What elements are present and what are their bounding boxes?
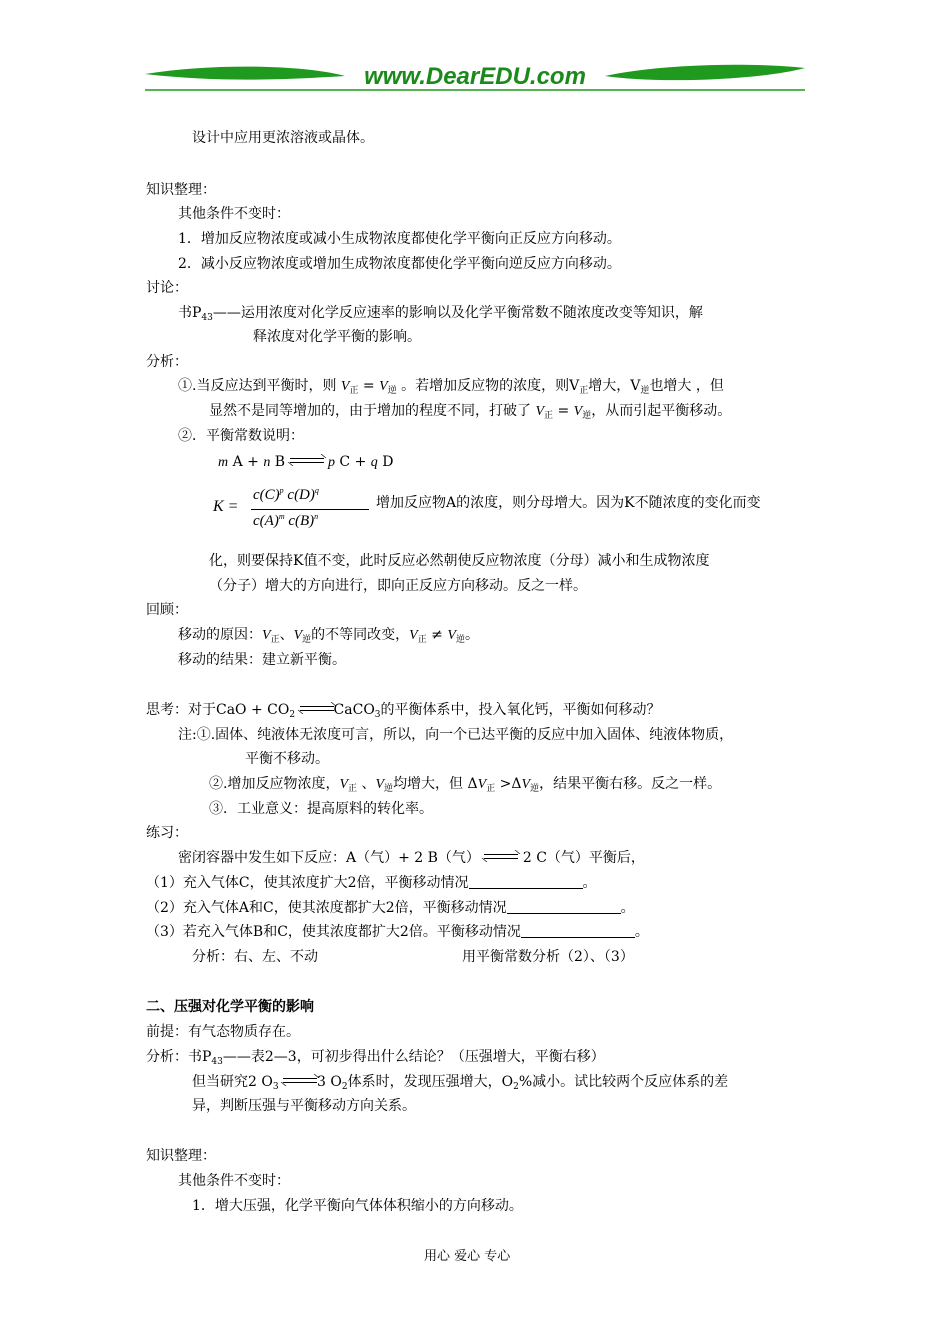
subscript: 2 — [513, 1082, 519, 1092]
subscript: 正 — [348, 784, 358, 794]
text-span: 分析：书P — [146, 1049, 212, 1065]
k-label: K = — [213, 498, 239, 515]
text-span: 书P — [178, 305, 202, 321]
text-span: 也增大 ，但 — [649, 378, 724, 394]
text-line: 1．增大压强，化学平衡向气体体积缩小的方向移动。 — [192, 1198, 523, 1214]
text-span: （2）充入气体A和C，使其浓度都扩大2倍，平衡移动情况 — [146, 900, 507, 916]
text-line: （分子）增大的方向进行，即向正反应方向移动。反之一样。 — [209, 578, 587, 594]
v-symbol: V — [477, 777, 487, 792]
subscript: 2 — [289, 710, 296, 720]
text-span: c(D) — [283, 487, 315, 503]
text-span: C + — [334, 454, 371, 470]
answer-blank[interactable] — [469, 874, 583, 889]
subscript: 3 — [374, 710, 381, 720]
text-span: 。 — [464, 627, 479, 643]
text-line — [209, 402, 731, 425]
subscript: 逆 — [455, 635, 465, 645]
left-swoosh — [145, 67, 345, 80]
text-line — [209, 775, 721, 798]
v-symbol: V — [535, 404, 545, 419]
text-span: 体系时，发现压强增大，O — [347, 1074, 514, 1090]
exponent: m — [278, 512, 285, 521]
subscript: 43 — [211, 1057, 223, 1067]
header-logo — [140, 60, 810, 96]
text-span: 。若增加反应物的浓度，则V — [401, 378, 580, 394]
subscript: 逆 — [582, 411, 592, 421]
text-span: 。 — [582, 875, 597, 891]
coef: q — [370, 455, 378, 470]
text-span: 2 C（气）平衡后， — [518, 850, 645, 866]
text-span: 。 — [620, 900, 635, 916]
subscript: 2 — [341, 1082, 348, 1092]
text-span: 思考：对于CaO + CO — [146, 702, 290, 718]
v-symbol: V — [375, 777, 385, 792]
text-span: 、 — [279, 627, 294, 643]
site-name: www.DearEDU.com — [364, 63, 586, 90]
subscript: 正 — [349, 386, 359, 396]
text-span: >Δ — [495, 776, 522, 792]
text-line: 释浓度对化学平衡的影响。 — [253, 329, 421, 345]
v-symbol: V — [447, 628, 456, 643]
text-span: ，从而引起平衡移动。 — [591, 403, 732, 419]
text-line — [178, 626, 479, 649]
subscript: 逆 — [387, 386, 397, 396]
text-line: 移动的结果：建立新平衡。 — [178, 652, 346, 668]
section-label: 分析： — [146, 354, 188, 370]
text-span: = — [358, 378, 380, 394]
text-span: %减小。试比较两个反应体系的差 — [518, 1074, 729, 1090]
text-span: 的不等同改变， — [311, 627, 410, 643]
text-line — [178, 849, 645, 867]
coef: p — [327, 455, 335, 470]
text-line — [146, 701, 661, 724]
text-line: 异，判断压强与平衡移动方向关系。 — [192, 1098, 416, 1114]
text-span: 增大，V — [588, 378, 641, 394]
text-line: 分析：右、左、不动 — [192, 949, 318, 965]
v-symbol: V — [339, 777, 349, 792]
answer-blank[interactable] — [521, 923, 635, 938]
equilibrium-arrow-icon — [300, 704, 334, 714]
coef: m — [218, 455, 229, 470]
text-span: ——表2—3，可初步得出什么结论？（压强增大，平衡右移） — [222, 1049, 605, 1065]
text-span: A + — [228, 454, 264, 470]
text-line: 化，则要保持K值不变，此时反应必然朝使反应物浓度（分母）减小和生成物浓度 — [209, 553, 710, 569]
text-span: 。 — [634, 924, 649, 940]
text-span: 密闭容器中发生如下反应：A（气）+ 2 B（气） — [178, 850, 480, 866]
subscript: 正 — [544, 411, 554, 421]
text-span: = — [553, 403, 574, 419]
text-line: 其他条件不变时： — [178, 206, 290, 222]
subscript: 逆 — [384, 784, 394, 794]
equilibrium-arrow-icon — [484, 852, 518, 862]
text-line: 其他条件不变时： — [178, 1173, 290, 1189]
text-line: ③．工业意义：提高原料的转化率。 — [209, 801, 433, 817]
exponent: q — [314, 486, 319, 495]
fraction-bar — [251, 509, 369, 510]
v-symbol: V — [262, 628, 271, 643]
subscript: 3 — [272, 1082, 279, 1092]
text-line: 设计中应用更浓溶液或晶体。 — [192, 130, 374, 146]
answer-blank[interactable] — [507, 899, 621, 914]
equilibrium-arrow-icon — [290, 456, 324, 466]
text-line — [178, 304, 703, 327]
section-heading: 二、压强对化学平衡的影响 — [146, 999, 314, 1015]
section-label: 回顾： — [146, 602, 188, 618]
text-span: B — [270, 454, 286, 470]
text-line — [192, 1073, 728, 1096]
v-symbol: V — [521, 777, 531, 792]
text-span: 、 — [357, 776, 376, 792]
page-footer: 用心 爱心 专心 — [424, 1249, 511, 1264]
text-line: ②．平衡常数说明： — [178, 428, 304, 444]
text-span: 3 O — [317, 1074, 342, 1090]
text-span: c(A) — [253, 513, 279, 529]
text-span: 的平衡体系中，投入氧化钙，平衡如何移动？ — [380, 702, 661, 718]
v-symbol: V — [340, 379, 350, 394]
text-span: D — [377, 454, 394, 470]
text-span: ①.当反应达到平衡时，则 — [178, 378, 337, 394]
text-span: ——运用浓度对化学反应速率的影响以及化学平衡常数不随浓度改变等知识，解 — [212, 305, 703, 321]
text-line: 前提：有气态物质存在。 — [146, 1024, 300, 1040]
text-span: 移动的原因： — [178, 627, 262, 643]
text-span: （1）充入气体C，使其浓度扩大2倍，平衡移动情况 — [146, 875, 469, 891]
subscript: 逆 — [640, 386, 650, 396]
text-span: 但当研究2 O — [192, 1074, 273, 1090]
subscript: 43 — [201, 313, 213, 323]
section-label: 知识整理： — [146, 1148, 216, 1164]
section-label: 讨论： — [146, 280, 188, 296]
text-span: ，结果平衡右移。反之一样。 — [539, 776, 722, 792]
fraction-numerator — [253, 486, 319, 504]
exponent: p — [279, 486, 284, 495]
reaction-equation — [218, 453, 393, 472]
text-span: 均增大，但 Δ — [393, 776, 478, 792]
text-span: ≠ — [426, 627, 448, 643]
text-span: （3）若充入气体B和C，使其浓度都扩大2倍。平衡移动情况 — [146, 924, 521, 940]
text-line: 2．减小反应物浓度或增加生成物浓度都使化学平衡向逆反应方向移动。 — [178, 256, 621, 272]
text-span: ②.增加反应物浓度， — [209, 776, 340, 792]
coef: n — [263, 455, 271, 470]
subscript: 正 — [486, 784, 496, 794]
text-span: c(B) — [284, 513, 315, 529]
subscript: 正 — [417, 635, 427, 645]
equilibrium-arrow-icon — [283, 1076, 317, 1086]
v-symbol: V — [379, 379, 388, 394]
exercise-question — [146, 923, 649, 941]
subscript: 正 — [579, 386, 589, 396]
subscript: 逆 — [530, 784, 540, 794]
right-swoosh — [605, 65, 805, 80]
v-symbol: V — [293, 628, 303, 643]
text-line: 1．增加反应物浓度或减小生成物浓度都使化学平衡向正反应方向移动。 — [178, 231, 621, 247]
v-symbol: V — [573, 404, 583, 419]
section-label: 知识整理： — [146, 182, 216, 198]
text-span: c(C) — [253, 487, 280, 503]
text-line: 增加反应物A的浓度，则分母增大。因为K不随浓度的变化而变 — [376, 495, 761, 511]
exercise-question — [146, 899, 635, 917]
text-line — [146, 1048, 605, 1071]
equilibrium-constant-formula — [213, 484, 373, 540]
exercise-question — [146, 874, 597, 892]
section-label: 练习： — [146, 825, 188, 841]
exponent: n — [314, 512, 319, 521]
fraction-denominator — [253, 512, 318, 530]
text-line: 用平衡常数分析（2）、（3） — [462, 949, 634, 965]
text-span: CaCO — [333, 702, 375, 718]
text-line: 平衡不移动。 — [245, 751, 329, 767]
text-line — [178, 377, 724, 400]
v-symbol: V — [409, 628, 418, 643]
text-span: 显然不是同等增加的，由于增加的程度不同，打破了 — [209, 403, 531, 419]
subscript: 正 — [270, 635, 280, 645]
subscript: 逆 — [302, 635, 312, 645]
text-line: 注:①.固体、纯液体无浓度可言，所以，向一个已达平衡的反应中加入固体、纯液体物质， — [178, 727, 734, 743]
